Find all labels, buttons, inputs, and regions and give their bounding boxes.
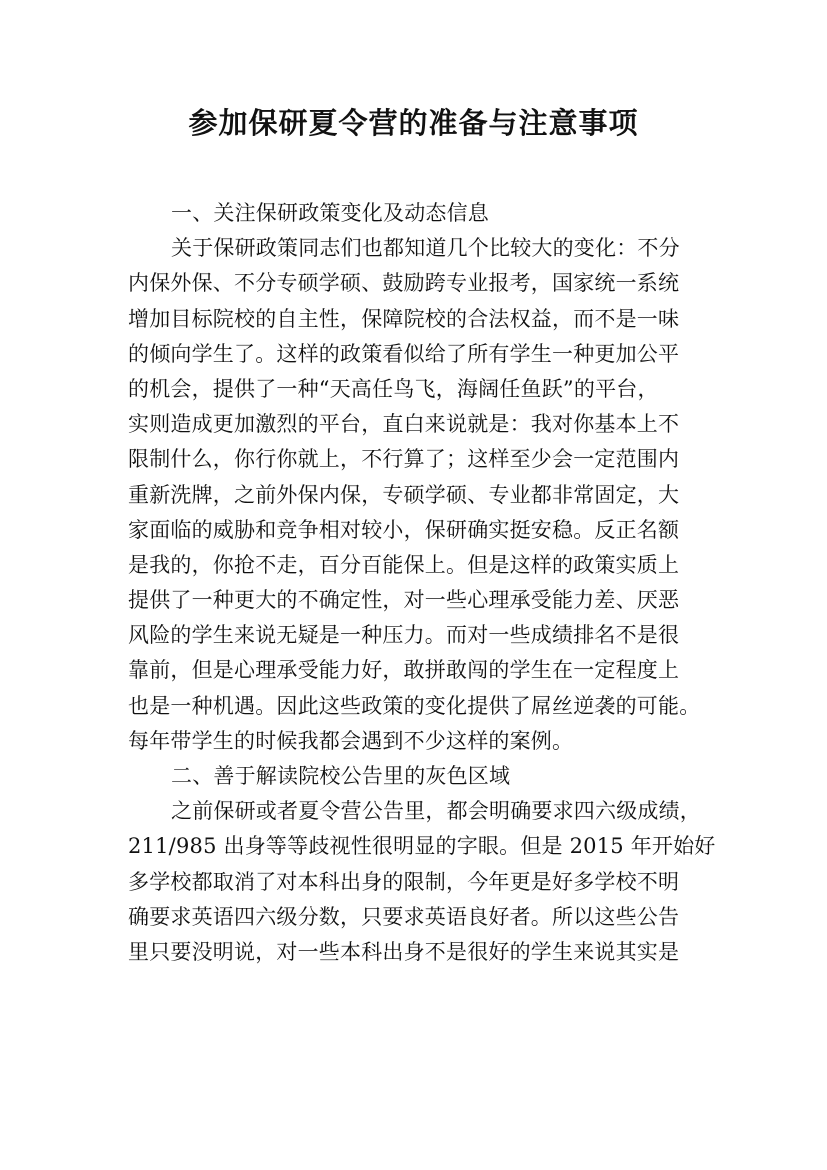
text-line: 二、善于解读院校公告里的灰色区域 (171, 764, 511, 788)
text-line: 的倾向学生了。这样的政策看似给了所有学生一种更加公平 (128, 341, 680, 366)
text-line: 风险的学生来说无疑是一种压力。而对一些成绩排名不是很 (128, 623, 680, 648)
text-line: 重新洗牌，之前外保内保，专硕学硕、专业都非常固定，大 (128, 482, 680, 507)
text-line: 一、关注保研政策变化及动态信息 (171, 201, 489, 225)
text-line: 是我的，你抢不走，百分百能保上。但是这样的政策实质上 (128, 552, 680, 577)
text-line: 也是一种机遇。因此这些政策的变化提供了屌丝逆袭的可能。 (128, 693, 701, 718)
text-line: 确要求英语四六级分数，只要求英语良好者。所以这些公告 (128, 904, 680, 929)
text-line: 内保外保、不分专硕学硕、鼓励跨专业报考，国家统一系统 (128, 271, 680, 296)
text-line: 增加目标院校的自主性，保障院校的合法权益，而不是一味 (128, 306, 680, 331)
text-line: 之前保研或者夏令营公告里，都会明确要求四六级成绩， (171, 799, 701, 824)
text-line: 提供了一种更大的不确定性，对一些心理承受能力差、厌恶 (128, 588, 680, 613)
text-line: 里只要没明说，对一些本科出身不是很好的学生来说其实是 (128, 939, 680, 964)
document-body (128, 196, 716, 970)
text-line: 多学校都取消了对本科出身的限制，今年更是好多学校不明 (128, 869, 680, 894)
document-title: 参加保研夏令营的准备与注意事项 (188, 106, 639, 140)
text-line: 实则造成更加激烈的平台，直白来说就是：我对你基本上不 (128, 412, 680, 437)
text-line: 关于保研政策同志们也都知道几个比较大的变化：不分 (171, 236, 680, 261)
text-line: 家面临的威胁和竞争相对较小，保研确实挺安稳。反正名额 (128, 517, 680, 542)
text-line: 的机会，提供了一种“天高任鸟飞，海阔任鱼跃”的平台， (128, 376, 659, 401)
text-line: 靠前，但是心理承受能力好，敢拼敢闯的学生在一定程度上 (128, 658, 680, 683)
text-line: 211/985 出身等等歧视性很明显的字眼。但是 2015 年开始好 (128, 834, 716, 859)
text-line: 限制什么，你行你就上，不行算了；这样至少会一定范围内 (128, 447, 680, 472)
text-line: 每年带学生的时候我都会遇到不少这样的案例。 (128, 728, 574, 753)
